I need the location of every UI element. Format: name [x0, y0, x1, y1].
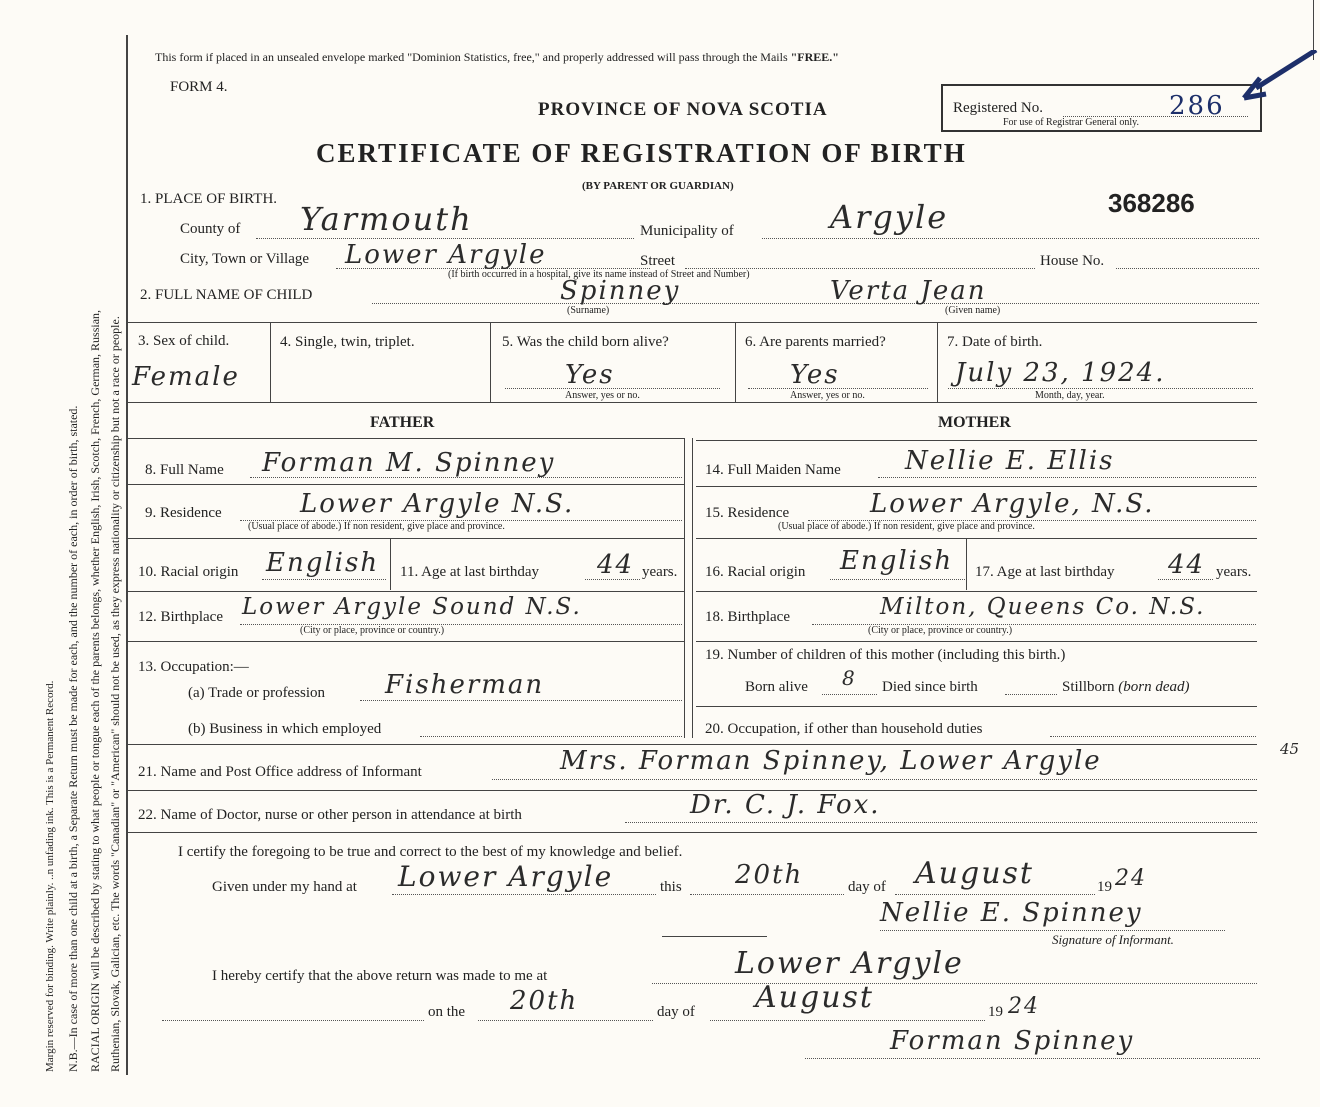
born-alive-count-label: Born alive [745, 679, 808, 695]
doctor-value: Dr. C. J. Fox. [690, 790, 881, 820]
margin-note-nb: N.B.—In case of more than one child at a birth, a Separate Return must be made for each, and the number of each, in order of birth, stated. [66, 405, 80, 1072]
given-month-value: August [915, 856, 1034, 891]
registrar-month-value: August [755, 980, 874, 1015]
mother-racial-label: 16. Racial origin [705, 564, 806, 580]
registrar-day-of-label: day of [657, 1004, 695, 1020]
father-trade-value: Fisherman [385, 670, 545, 700]
given-under-hand-label: Given under my hand at [212, 879, 357, 895]
sex-value: Female [132, 362, 240, 392]
form-number: FORM 4. [170, 79, 228, 95]
parents-married-note: Answer, yes or no. [790, 390, 865, 401]
mother-birthplace-label: 18. Birthplace [705, 609, 790, 625]
mother-name-label: 14. Full Maiden Name [705, 462, 841, 478]
mother-residence-label: 15. Residence [705, 505, 790, 521]
father-birthplace-note: (City or place, province or country.) [300, 625, 445, 636]
county-value: Yarmouth [300, 200, 473, 238]
registered-number-box [941, 84, 1262, 132]
hospital-note: (If birth occurred in a hospital, give its name instead of Street and Number) [448, 269, 750, 280]
father-residence-note: (Usual place of abode.) If non resident, give place and province. [248, 521, 505, 532]
mother-residence-note: (Usual place of abode.) If non resident, give place and province. [778, 521, 1035, 532]
given-year-value: 24 [1115, 866, 1147, 891]
mother-age-label: 17. Age at last birthday [975, 564, 1115, 580]
father-age-unit: years. [642, 564, 678, 580]
street-label: Street [640, 253, 675, 269]
born-alive-answer: Yes [565, 360, 615, 390]
registered-number-note: For use of Registrar General only. [1003, 117, 1139, 128]
certify-statement: I certify the foregoing to be true and correct to the best of my knowledge and belief. [178, 844, 683, 860]
certificate-subtitle: (BY PARENT OR GUARDIAN) [582, 180, 734, 192]
father-birthplace-value: Lower Argyle Sound N.S. [242, 594, 582, 620]
stillborn-note: (born dead) [1118, 679, 1190, 695]
registrar-statement: I hereby certify that the above return was made to me at [212, 968, 548, 984]
doctor-label: 22. Name of Doctor, nurse or other person in attendance at birth [138, 807, 522, 823]
margin-note-racial: RACIAL ORIGIN will be described by stating to what people or tongue each of the parents belongs, whether English, Irish, Scotch, French, German, Russian, [88, 309, 102, 1072]
informant-margin-mark: 45 [1280, 740, 1300, 758]
died-since-birth-label: Died since birth [882, 679, 978, 695]
father-occupation-label: 13. Occupation:— [138, 659, 249, 675]
city-label: City, Town or Village [180, 251, 310, 267]
registrar-place-value: Lower Argyle [735, 946, 964, 981]
given-year-prefix: 19 [1097, 879, 1112, 895]
child-surname-value: Spinney [560, 276, 681, 306]
municipality-value: Argyle [830, 198, 949, 236]
plurality-label: 4. Single, twin, triplet. [280, 334, 415, 350]
father-residence-label: 9. Residence [145, 505, 222, 521]
certificate-number: 368286 [1108, 188, 1195, 218]
municipality-label: Municipality of [640, 223, 734, 239]
children-count-label: 19. Number of children of this mother (including this birth.) [705, 647, 1066, 663]
margin-note-racial-2: Ruthenian, Slovak, Galician, etc. The words "Canadian" or "American" should not be used, as they express nationality or citizenship but not a race or people. [108, 316, 122, 1072]
born-alive-note: Answer, yes or no. [565, 390, 640, 401]
informant-signature: Nellie E. Spinney [880, 898, 1143, 928]
registrar-year-value: 24 [1008, 994, 1040, 1019]
informant-label: 21. Name and Post Office address of Informant [138, 764, 422, 780]
this-label: this [660, 879, 682, 895]
certificate-title: CERTIFICATE OF REGISTRATION OF BIRTH [316, 138, 967, 168]
father-name-label: 8. Full Name [145, 462, 224, 478]
mother-racial-value: English [840, 546, 954, 576]
child-given-value: Verta Jean [830, 276, 987, 306]
province-title: PROVINCE OF NOVA SCOTIA [538, 99, 828, 120]
left-border-line [126, 35, 128, 1075]
mother-heading: MOTHER [938, 414, 1011, 431]
father-racial-value: English [266, 548, 380, 578]
parents-married-label: 6. Are parents married? [745, 334, 886, 350]
sex-label: 3. Sex of child. [138, 333, 230, 349]
informant-value: Mrs. Forman Spinney, Lower Argyle [560, 746, 1102, 776]
mail-note: This form if placed in an unsealed envelope marked "Dominion Statistics, free," and properly addressed will pass through the Mails "FREE." [155, 50, 839, 64]
arrow-mark [1236, 50, 1320, 115]
mother-occupation-label: 20. Occupation, if other than household duties [705, 721, 983, 737]
registered-number-value: 286 [1169, 91, 1225, 121]
mother-name-value: Nellie E. Ellis [905, 446, 1115, 476]
given-name-note: (Given name) [945, 305, 1001, 316]
day-of-label: day of [848, 879, 886, 895]
date-of-birth-note: Month, day, year. [1035, 390, 1105, 401]
registered-number-label: Registered No. [953, 100, 1043, 116]
house-number-label: House No. [1040, 253, 1105, 269]
mother-residence-value: Lower Argyle, N.S. [870, 489, 1155, 519]
father-name-value: Forman M. Spinney [262, 448, 556, 478]
child-name-label: 2. FULL NAME OF CHILD [140, 287, 313, 303]
registrar-year-prefix: 19 [988, 1004, 1003, 1020]
county-label: County of [180, 221, 241, 237]
surname-note: (Surname) [567, 305, 610, 316]
date-of-birth-value: July 23, 1924. [955, 358, 1166, 388]
given-place-value: Lower Argyle [398, 860, 614, 893]
arrow-icon [1236, 50, 1320, 110]
father-racial-label: 10. Racial origin [138, 564, 239, 580]
stillborn-label: Stillborn (born dead) [1062, 679, 1190, 695]
city-value: Lower Argyle [345, 240, 547, 270]
father-business-label: (b) Business in which employed [188, 721, 382, 737]
father-birthplace-label: 12. Birthplace [138, 609, 223, 625]
father-trade-label: (a) Trade or profession [188, 685, 326, 701]
father-residence-value: Lower Argyle N.S. [300, 489, 575, 519]
father-age-value: 44 [597, 550, 635, 580]
signature-of-informant-label: Signature of Informant. [1052, 932, 1174, 947]
place-of-birth-label: 1. PLACE OF BIRTH. [140, 191, 278, 207]
born-alive-question-label: 5. Was the child born alive? [502, 334, 669, 350]
margin-note-binding: Margin reserved for binding. Write plainly. ..n unfading ink. This is a Permanent Record. [44, 680, 56, 1072]
given-day-value: 20th [735, 860, 804, 890]
registrar-signature: Forman Spinney [890, 1026, 1135, 1056]
mother-birthplace-note: (City or place, province or country.) [868, 625, 1013, 636]
mother-age-unit: years. [1216, 564, 1252, 580]
mother-age-value: 44 [1168, 550, 1206, 580]
father-heading: FATHER [370, 414, 435, 431]
on-the-label: on the [428, 1004, 466, 1020]
born-alive-count-value: 8 [842, 666, 857, 690]
father-age-label: 11. Age at last birthday [400, 564, 539, 580]
date-of-birth-label: 7. Date of birth. [947, 334, 1043, 350]
registrar-day-value: 20th [510, 986, 579, 1016]
mother-birthplace-value: Milton, Queens Co. N.S. [880, 594, 1206, 620]
parents-married-answer: Yes [790, 360, 840, 390]
